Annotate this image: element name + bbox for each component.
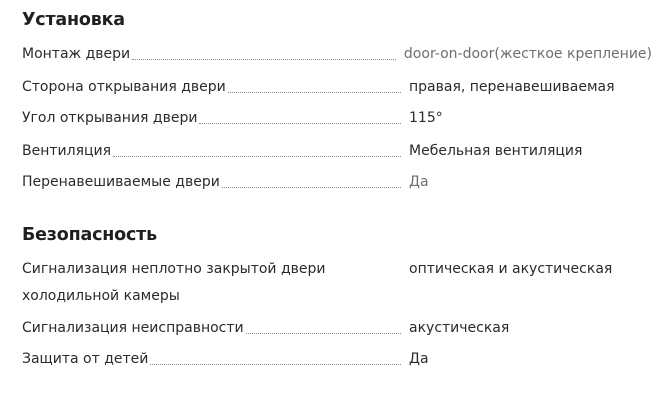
spec-label [22,169,403,196]
dotted-leader [113,155,401,157]
spec-label-text: Сигнализация неплотно закрытой двери холодильной камеры [22,261,326,304]
spec-row-door-mounting [22,41,652,68]
spec-row-door-opening-angle [22,105,652,132]
spec-value: 115° [409,110,443,126]
spec-value: Да [409,174,429,190]
section-title-safety: Безопасность [22,225,157,245]
spec-value: правая, перенавешиваемая [409,79,615,95]
dotted-leader [246,332,401,334]
spec-row-malfunction-alarm [22,315,652,342]
spec-label [22,256,362,310]
spec-label [22,74,403,101]
spec-label-text: Перенавешиваемые двери [22,174,220,190]
spec-value: оптическая и акустическая [409,261,613,277]
spec-value: Да [409,351,429,367]
dotted-leader [199,122,401,124]
spec-label-text: Сигнализация неисправности [22,320,244,336]
spec-value: Мебельная вентиляция [409,143,583,159]
spec-row-child-lock [22,346,652,373]
spec-value: door-on-door(жесткое крепление) [403,46,652,62]
spec-label [22,315,403,342]
spec-label-text: Вентиляция [22,143,112,159]
spec-row-door-opening-side [22,74,652,101]
spec-label [22,346,403,373]
spec-label [22,105,403,132]
spec-label-text: Монтаж двери [22,46,131,62]
spec-label-text: Угол открывания двери [22,110,198,126]
section-title-installation: Установка [22,10,125,30]
spec-row-ventilation [22,138,652,165]
spec-row-door-open-alarm [22,256,652,310]
dotted-leader [150,363,401,365]
dotted-leader [228,91,401,93]
spec-label-text: Защита от детей [22,351,149,367]
dotted-leader [132,58,396,60]
spec-label [22,41,398,68]
spec-value: акустическая [409,320,510,336]
spec-row-reversible-doors [22,169,652,196]
dotted-leader [222,186,401,188]
spec-label [22,138,403,165]
spec-label-text: Сторона открывания двери [22,79,226,95]
